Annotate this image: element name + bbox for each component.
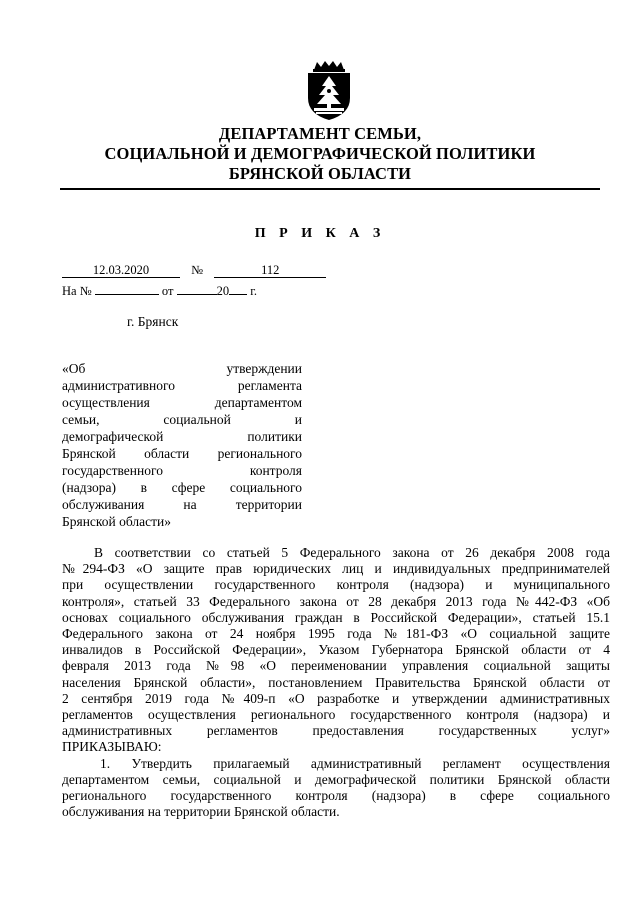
body-line: В соответствии со статьей 5 Федерального закона от 26 декабря 2008 года (94, 545, 610, 560)
body-line: ПРИКАЗЫВАЮ: (62, 739, 162, 755)
subject-line: «Об утверждении (62, 361, 302, 376)
body-line: основах социального обслуживания граждан в Российской Федерации», статьей 15.1 (62, 609, 610, 625)
subject-line: демографической политики (62, 429, 302, 444)
body-line: регламентов осуществления регионального государственного контроля (надзора) и (62, 707, 610, 723)
ref-prefix: На № (62, 284, 92, 298)
org-title-line-1: ДЕПАРТАМЕНТ СЕМЬИ, (218, 124, 422, 143)
subject-line: административного регламента (62, 378, 302, 393)
subject-line: Брянской области» (62, 514, 172, 529)
city: г. Брянск (127, 314, 179, 329)
coat-of-arms-icon (302, 60, 356, 122)
reference-line (62, 280, 257, 299)
date-number-line (62, 263, 326, 278)
ref-number-blank (95, 280, 159, 295)
document-type: П Р И К А З (254, 226, 386, 241)
organization-title (40, 124, 600, 184)
number-sign: № (191, 263, 204, 277)
body-line: инвалидов в Российской Федерации», Указом Губернатора Брянской области от 4 (62, 642, 610, 658)
body-line: 1. Утвердить прилагаемый административный регламент осуществления (100, 755, 610, 771)
ref-from-label: от (161, 284, 174, 298)
subject-line: (надзора) в сфере социального (62, 480, 302, 495)
body-line: контроля», статьей 33 Федерального закона от 28 декабря 2013 года №442-ФЗ «Об (62, 593, 610, 609)
body-line: департаментом семьи, социальной и демографической политики Брянской области (62, 771, 610, 787)
org-title-line-3: БРЯНСКОЙ ОБЛАСТИ (228, 164, 412, 183)
order-number: 112 (214, 263, 326, 278)
body-line: обслуживания на территории Брянской области. (62, 804, 340, 820)
body-line: населения Брянской области», постановлением Правительства Брянской области от (62, 674, 610, 690)
body-line: при осуществлении государственного контроля (надзора) и муниципального (62, 577, 610, 593)
subject-line: государственного контроля (62, 463, 302, 478)
body-line: февраля 2013 года №98 «О переименовании управления социальной защиты (62, 658, 610, 674)
body-line: 2 сентября 2019 года №409-п «О разработке и утверждении административных (62, 690, 610, 706)
ref-year-suffix: г. (250, 284, 258, 298)
body-line: регионального государственного контроля (надзора) в сфере социального (62, 788, 610, 804)
order-subject (62, 360, 302, 530)
header-divider (60, 188, 600, 190)
order-date: 12.03.2020 (62, 263, 180, 278)
ref-date-blank (177, 280, 217, 295)
body-line: административных регламентов предоставления государственных услуг» (62, 723, 610, 739)
order-body (62, 545, 610, 820)
ref-year-blank (229, 280, 247, 295)
org-title-line-2: СОЦИАЛЬНОЙ И ДЕМОГРАФИЧЕСКОЙ ПОЛИТИКИ (104, 144, 536, 163)
subject-line: семьи, социальной и (62, 412, 302, 427)
subject-line: обслуживания на территории (62, 497, 302, 512)
body-line: №294-ФЗ «О защите прав юридических лиц и индивидуальных предпринимателей (62, 561, 610, 577)
subject-line: Брянской области регионального (62, 446, 302, 461)
body-line: Федерального закона от 24 ноября 1995 года №181-ФЗ «О социальной защите (62, 626, 610, 642)
subject-line: осуществления департаментом (62, 395, 302, 410)
ref-year: 20 (216, 284, 230, 298)
